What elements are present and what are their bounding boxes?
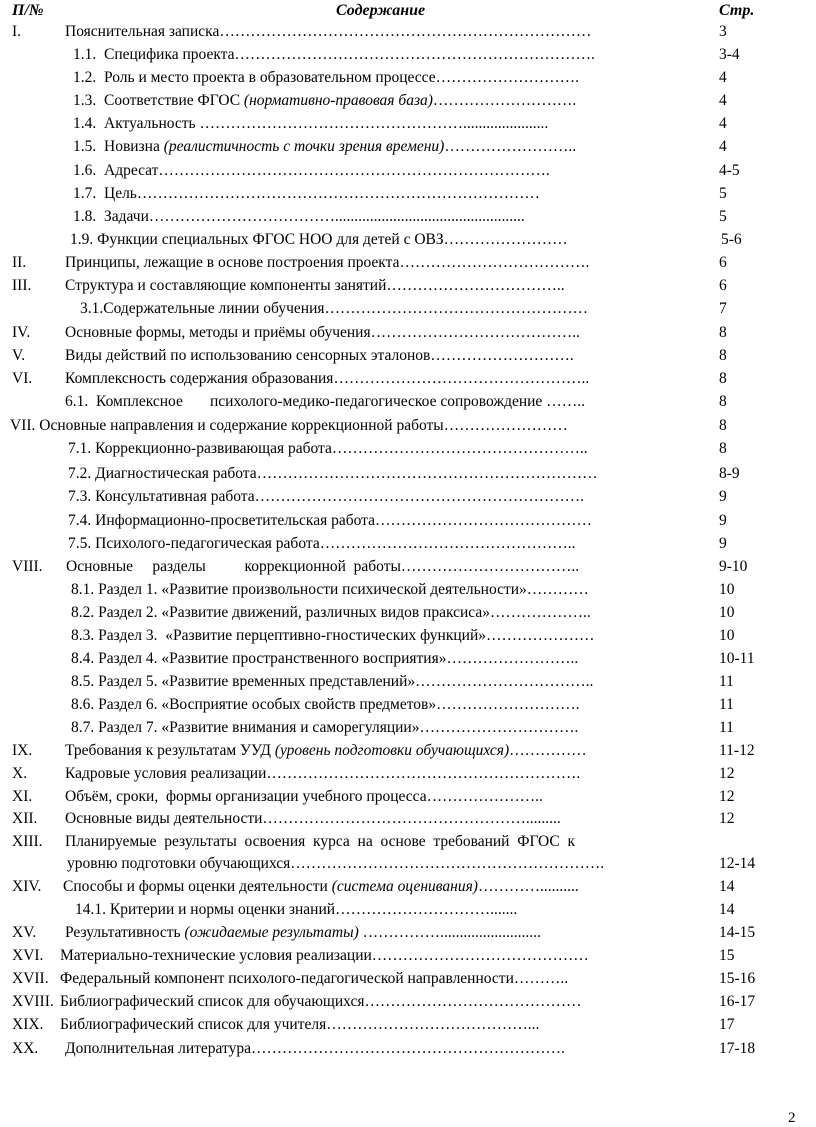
toc-row xyxy=(0,876,816,898)
toc-row-title-group xyxy=(65,808,561,830)
toc-row-page: 11 xyxy=(719,673,734,690)
toc-row-title-group xyxy=(60,991,581,1013)
toc-row xyxy=(0,229,816,251)
toc-row-number: XX. xyxy=(12,1040,39,1057)
toc-row-title-group xyxy=(65,740,587,762)
toc-row-title: Объём, сроки, формы организации учебного процесса xyxy=(65,788,427,805)
toc-row-title-group xyxy=(65,391,585,413)
toc-row-title-group xyxy=(65,252,589,274)
toc-row-title-group xyxy=(65,786,543,808)
toc-row-title-group xyxy=(73,206,525,228)
toc-row-title-group xyxy=(66,556,579,578)
toc-row-page: 4 xyxy=(719,92,727,109)
toc-row-number: XII. xyxy=(12,810,38,827)
toc-row-leader: ………………………………………………………. xyxy=(254,488,584,505)
toc-row-title-group xyxy=(80,298,588,320)
toc-row-title: 8.3. Раздел 3. «Развитие перцептивно-гностических функций» xyxy=(71,627,487,644)
toc-row-title-group xyxy=(10,415,568,437)
toc-row-page: 8 xyxy=(719,417,727,434)
toc-row-leader: ………………………………………………………… xyxy=(256,465,598,482)
toc-row-leader: …………………………. xyxy=(419,719,579,736)
toc-row xyxy=(0,160,816,182)
toc-row xyxy=(0,510,816,532)
toc-row-page: 14 xyxy=(719,878,735,895)
toc-row-page: 4-5 xyxy=(719,162,740,179)
header-num-col: П/№ xyxy=(12,2,44,19)
toc-row-page: 4 xyxy=(719,115,727,132)
toc-row-title-group xyxy=(75,899,517,921)
toc-row-leader: ……………….. xyxy=(489,604,591,621)
toc-row-number: VIII. xyxy=(12,558,43,575)
toc-row-leader: …………………………………… xyxy=(371,947,589,964)
toc-row-leader: ……………………………………………………………… xyxy=(219,23,592,40)
toc-row-title-group xyxy=(65,1038,565,1060)
toc-row-page: 9-10 xyxy=(719,558,748,575)
toc-row-title: 8.4. Раздел 4. «Развитие пространственного восприятия» xyxy=(71,650,447,667)
toc-row xyxy=(0,438,816,460)
toc-row-title: 1.9. Функции специальных ФГОС НОО для детей с ОВЗ xyxy=(70,231,444,248)
toc-row-page: 10 xyxy=(719,627,735,644)
toc-row xyxy=(0,853,816,875)
toc-row-number: XV. xyxy=(12,924,37,941)
toc-row-title-group xyxy=(73,183,540,205)
toc-row-title: 14.1. Критерии и нормы оценки знаний xyxy=(75,901,336,918)
toc-row xyxy=(0,740,816,762)
toc-row xyxy=(0,671,816,693)
toc-row-leader: …………… xyxy=(509,742,587,759)
toc-row-title-group xyxy=(71,602,591,624)
toc-row xyxy=(0,322,816,344)
toc-row-title: Кадровые условия реализации xyxy=(65,765,267,782)
toc-row xyxy=(0,113,816,135)
toc-row-page: 15 xyxy=(719,947,735,964)
toc-row-number: I. xyxy=(12,23,22,40)
toc-row-title: Способы и формы оценки деятельности xyxy=(63,878,332,895)
toc-row xyxy=(0,945,816,967)
toc-row-italic-note: (реалистичность с точки зрения времени) xyxy=(163,138,445,155)
toc-row-title-group xyxy=(65,922,541,944)
toc-row-title-group xyxy=(60,945,589,967)
toc-row xyxy=(0,486,816,508)
toc-row-page: 4 xyxy=(719,138,727,155)
toc-row-title-group xyxy=(73,160,550,182)
toc-row-leader: ………………….. xyxy=(426,788,543,805)
toc-row-title-group xyxy=(68,438,588,460)
toc-row-page: 10-11 xyxy=(719,650,755,667)
toc-row xyxy=(0,533,816,555)
toc-row xyxy=(0,391,816,413)
toc-row-title: Основные виды деятельности xyxy=(65,810,263,827)
toc-row-page: 12-14 xyxy=(719,855,756,872)
toc-row-title: 7.2. Диагностическая работа xyxy=(68,465,257,482)
toc-row-leader: ……………………………………………………. xyxy=(251,1040,565,1057)
toc-row xyxy=(0,183,816,205)
toc-row-page: 14 xyxy=(719,901,735,918)
toc-row-title: Основные формы, методы и приёмы обучения xyxy=(65,324,371,341)
toc-row xyxy=(0,1038,816,1060)
toc-row-title: 1.3. Соответствие ФГОС xyxy=(73,92,244,109)
toc-row-leader: ……………………………………………...................... xyxy=(199,115,549,132)
toc-row-page: 17 xyxy=(719,1016,735,1033)
toc-row-leader: ………………… xyxy=(486,627,595,644)
toc-row xyxy=(0,831,816,853)
toc-row xyxy=(0,922,816,944)
toc-row-number: X. xyxy=(12,765,28,782)
toc-row-title: 8.7. Раздел 7. «Развитие внимания и саморегуляции» xyxy=(71,719,420,736)
toc-row-leader: ………………………………………….. xyxy=(331,440,588,457)
toc-row-title: Виды действий по использованию сенсорных эталонов xyxy=(65,347,431,364)
toc-row-title: уровню подготовки обучающихся xyxy=(67,855,291,872)
toc-row-title-group xyxy=(65,831,575,853)
toc-row-page: 11-12 xyxy=(719,742,755,759)
toc-row-number: XI. xyxy=(12,788,33,805)
toc-row-title-group xyxy=(65,21,591,43)
toc-row-leader: ……………………………………………………. xyxy=(266,765,581,782)
toc-row-page: 5 xyxy=(719,185,727,202)
toc-row xyxy=(0,21,816,43)
toc-row-page: 16-17 xyxy=(719,993,756,1010)
toc-row-italic-note: (система оценивания) xyxy=(331,878,478,895)
toc-row-page: 9 xyxy=(719,512,727,529)
toc-row-leader: …………………….. xyxy=(446,650,579,667)
toc-row-number: V. xyxy=(12,347,26,364)
toc-row-title: 6.1. Комплексное психолого-медико-педагогическое сопровождение xyxy=(65,393,543,410)
toc-row-title-group xyxy=(73,136,576,158)
toc-row-page: 17-18 xyxy=(719,1040,756,1057)
toc-row xyxy=(0,345,816,367)
toc-row-title: 3.1.Содержательные линии обучения xyxy=(80,300,325,317)
toc-row-title: Федеральный компонент психолого-педагогической направленности xyxy=(60,970,514,987)
toc-row-leader: …………………… xyxy=(443,417,568,434)
toc-row-leader: ……………………………………………......... xyxy=(262,810,561,827)
toc-row-page: 8-9 xyxy=(719,465,740,482)
toc-row-title: 1.6. Адресат xyxy=(73,162,159,179)
toc-row-title: 8.1. Раздел 1. «Развитие произвольности психической деятельности» xyxy=(71,581,527,598)
toc-row-leader: ………………………………………….. xyxy=(319,535,576,552)
toc-row-leader: …………………………….. xyxy=(400,558,580,575)
toc-row xyxy=(0,808,816,830)
toc-row-title-group xyxy=(68,486,584,508)
toc-row xyxy=(0,275,816,297)
toc-row-title: 7.4. Информационно-просветительская работа xyxy=(68,512,376,529)
toc-row-title: 7.1. Коррекционно-развивающая работа xyxy=(68,440,332,457)
header-page-col: Стр. xyxy=(719,2,755,19)
toc-row-title: 7.3. Консультативная работа xyxy=(68,488,255,505)
toc-row-page: 15-16 xyxy=(719,970,756,987)
toc-row-title: Библиографический список для учителя xyxy=(60,1016,327,1033)
toc-row-leader: ………………………. xyxy=(435,69,579,86)
toc-row xyxy=(0,579,816,601)
toc-row-title-group xyxy=(65,368,589,390)
toc-row-page: 11 xyxy=(719,696,734,713)
toc-row-page: 9 xyxy=(719,488,727,505)
toc-row-title: 8.6. Раздел 6. «Восприятие особых свойств предметов» xyxy=(71,696,437,713)
toc-row-title: Планируемые результаты освоения курса на основе требований ФГОС к xyxy=(65,833,576,850)
toc-header xyxy=(0,0,816,22)
toc-row-title: Дополнительная литература xyxy=(65,1040,251,1057)
toc-row-leader: …………………………….. xyxy=(415,673,594,690)
toc-row xyxy=(0,1014,816,1036)
toc-row-title: Пояснительная записка xyxy=(65,23,220,40)
toc-row-title-group xyxy=(71,579,589,601)
toc-row-leader: …………………… xyxy=(443,231,568,248)
toc-row xyxy=(0,252,816,274)
toc-row-page: 8 xyxy=(719,393,727,410)
toc-row-title: 1.8. Задачи xyxy=(73,208,149,225)
toc-row-title: Материально-технические условия реализации xyxy=(60,947,372,964)
toc-row xyxy=(0,786,816,808)
toc-row-leader: …….. xyxy=(542,393,585,410)
toc-row-page: 8 xyxy=(719,324,727,341)
toc-row-title: 1.2. Роль и место проекта в образовательном процессе xyxy=(73,69,436,86)
toc-row-page: 14-15 xyxy=(719,924,756,941)
toc-row-title: Комплексность содержания образования xyxy=(65,370,334,387)
toc-row-leader: …………………………….. xyxy=(386,277,565,294)
toc-row xyxy=(0,67,816,89)
toc-row-title-group xyxy=(65,763,580,785)
toc-row-title-group xyxy=(63,876,579,898)
toc-row-leader: …………………………………………………………………. xyxy=(158,162,550,179)
toc-row-title-group xyxy=(71,717,578,739)
toc-row xyxy=(0,44,816,66)
toc-row xyxy=(0,206,816,228)
toc-row-title-group xyxy=(65,322,580,344)
toc-row-title: VII. Основные направления и содержание коррекционной работы xyxy=(10,417,444,434)
toc-row-page: 3 xyxy=(719,23,727,40)
toc-row-title: Принципы, лежащие в основе построения проекта xyxy=(65,254,400,271)
toc-row-page: 11 xyxy=(719,719,734,736)
toc-row-page: 12 xyxy=(719,810,735,827)
toc-row-leader: ………….......... xyxy=(477,878,579,895)
toc-row-page: 7 xyxy=(719,300,727,317)
toc-row-title-group xyxy=(70,229,568,251)
toc-row-title: Библиографический список для обучающихся xyxy=(60,993,365,1010)
toc-row-title: 7.5. Психолого-педагогическая работа xyxy=(68,535,320,552)
toc-row-number: IV. xyxy=(12,324,31,341)
toc-row xyxy=(0,899,816,921)
toc-row-page: 8 xyxy=(719,440,727,457)
toc-row-number: III. xyxy=(12,277,32,294)
toc-row xyxy=(0,694,816,716)
toc-row-leader: …………………….. xyxy=(444,138,577,155)
toc-row xyxy=(0,556,816,578)
page-number: 2 xyxy=(788,1110,796,1126)
toc-row-title-group xyxy=(65,345,574,367)
toc-row-title: Требования к результатам УУД xyxy=(65,742,275,759)
toc-row-title-group xyxy=(68,533,575,555)
toc-row-leader: …………………………………… xyxy=(364,993,582,1010)
toc-row-title: 1.7. Цель xyxy=(73,185,137,202)
toc-row xyxy=(0,648,816,670)
toc-row xyxy=(0,991,816,1013)
toc-row-page: 9 xyxy=(719,535,727,552)
toc-row-number: XVII. xyxy=(12,970,49,987)
toc-row-page: 6 xyxy=(719,254,727,271)
toc-row-leader: …………………………………………… xyxy=(324,300,588,317)
toc-row-title: 1.5. Новизна xyxy=(73,138,164,155)
toc-row-page: 8 xyxy=(719,347,727,364)
toc-row-page: 4 xyxy=(719,69,727,86)
toc-row-number: IX. xyxy=(12,742,33,759)
toc-row-page: 8 xyxy=(719,370,727,387)
toc-row xyxy=(0,717,816,739)
toc-row-leader: ………………………………………….. xyxy=(333,370,590,387)
toc-row-title-group xyxy=(68,510,592,532)
toc-row xyxy=(0,90,816,112)
toc-row-title: 8.2. Раздел 2. «Развитие движений, различных видов праксиса» xyxy=(71,604,490,621)
toc-row xyxy=(0,368,816,390)
toc-row-leader: ………… xyxy=(526,581,589,598)
toc-row-page: 12 xyxy=(719,788,735,805)
toc-row-number: XIII. xyxy=(12,833,43,850)
toc-row xyxy=(0,602,816,624)
toc-row-leader: ………………………. xyxy=(430,347,574,364)
toc-row-title-group xyxy=(65,275,565,297)
toc-row-number: XIX. xyxy=(12,1016,44,1033)
toc-row-leader: ………………………. xyxy=(432,92,577,109)
toc-row-page: 12 xyxy=(719,765,735,782)
toc-row-title-group xyxy=(73,113,548,135)
toc-row-title: Основные разделы коррекционной работы xyxy=(66,558,401,575)
toc-row-number: XIV. xyxy=(12,878,42,895)
toc-row-leader: …………………………....... xyxy=(335,901,518,918)
toc-row-leader: ……………………………………………………………. xyxy=(234,46,595,63)
toc-row-leader: ……….. xyxy=(513,970,569,987)
toc-row xyxy=(0,136,816,158)
toc-row-number: VI. xyxy=(12,370,33,387)
toc-row-italic-note: (нормативно-правовая база) xyxy=(243,92,433,109)
toc-row-page: 10 xyxy=(719,604,735,621)
toc-row-page: 10 xyxy=(719,581,735,598)
toc-row-title: Результативность xyxy=(65,924,185,941)
toc-row xyxy=(0,463,816,485)
toc-row-title: 1.4. Актуальность xyxy=(73,115,200,132)
toc-row-leader: …………………………………… xyxy=(375,512,593,529)
toc-row-title-group xyxy=(71,648,578,670)
toc-row-page: 5-6 xyxy=(721,231,742,248)
toc-row-leader: …………………………………………………………………… xyxy=(136,185,540,202)
toc-row-title: Структура и составляющие компоненты занятий xyxy=(65,277,387,294)
toc-row xyxy=(0,625,816,647)
toc-row xyxy=(0,415,816,437)
toc-row-title-group xyxy=(71,671,593,693)
toc-row-italic-note: (уровень подготовки обучающихся) xyxy=(274,742,510,759)
toc-row-title-group xyxy=(73,67,579,89)
toc-row-title-group xyxy=(60,1014,539,1036)
toc-row-page: 5 xyxy=(719,208,727,225)
toc-row-leader: ………………………………. xyxy=(399,254,590,271)
toc-row-title: 8.5. Раздел 5. «Развитие временных представлений» xyxy=(71,673,416,690)
toc-row-leader: ………………………. xyxy=(436,696,580,713)
toc-row-italic-note: (ожидаемые результаты) xyxy=(184,924,359,941)
toc-row-number: XVIII. xyxy=(12,993,54,1010)
toc-row-title-group xyxy=(60,968,568,990)
toc-row-number: XVI. xyxy=(12,947,44,964)
toc-row-leader: …………………………………... xyxy=(326,1016,540,1033)
toc-row-number: II. xyxy=(12,254,27,271)
toc-row xyxy=(0,298,816,320)
toc-row-page: 3-4 xyxy=(719,46,740,63)
toc-row-title-group xyxy=(68,463,598,485)
toc-row-leader: ……………………………………………………. xyxy=(290,855,605,872)
toc-row-title-group xyxy=(73,44,595,66)
toc-row-title-group xyxy=(73,90,576,112)
toc-row-page: 6 xyxy=(719,277,727,294)
toc-row xyxy=(0,763,816,785)
toc-row-title-group xyxy=(71,625,595,647)
toc-row-leader: ………………………………….. xyxy=(370,324,580,341)
toc-row-title-group xyxy=(71,694,579,716)
toc-row xyxy=(0,968,816,990)
header-title-col: Содержание xyxy=(336,2,426,19)
toc-row-title: 1.1. Специфика проекта xyxy=(73,46,235,63)
toc-row-leader: …………….......................... xyxy=(362,924,541,941)
toc-row-leader: ………………………………................................................. xyxy=(148,208,525,225)
toc-row-title-group xyxy=(67,853,604,875)
